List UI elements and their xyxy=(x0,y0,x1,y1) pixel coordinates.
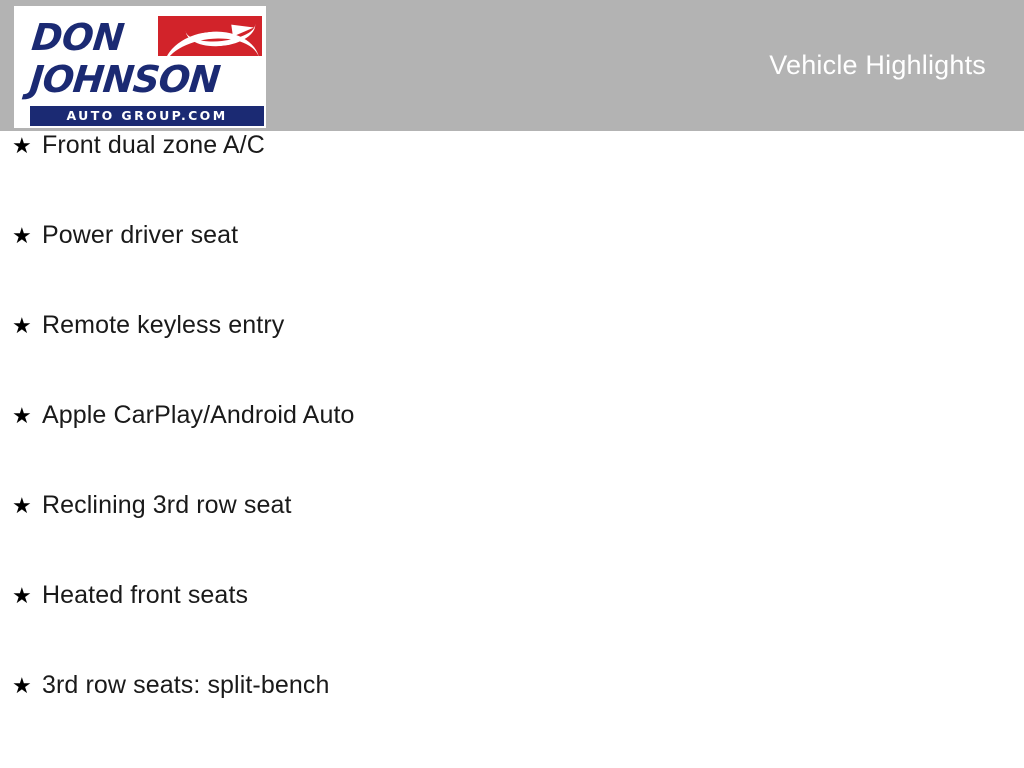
star-icon: ★ xyxy=(12,224,32,249)
list-item xyxy=(0,221,1024,311)
list-item xyxy=(0,131,1024,221)
list-item-label: 3rd row seats: split-bench xyxy=(42,671,330,699)
star-icon: ★ xyxy=(12,494,32,519)
list-item xyxy=(0,491,1024,581)
logo-text-johnson: JOHNSON xyxy=(27,58,222,101)
star-icon: ★ xyxy=(12,134,32,159)
star-icon: ★ xyxy=(12,674,32,699)
page-header xyxy=(0,0,1024,131)
list-item-label: Heated front seats xyxy=(42,581,249,609)
star-icon: ★ xyxy=(12,314,32,339)
star-icon: ★ xyxy=(12,584,32,609)
logo-tagline: AUTO GROUP.COM xyxy=(30,106,264,126)
dealer-logo-inner xyxy=(14,8,266,130)
list-item-label: Power driver seat xyxy=(42,221,239,249)
logo-text-don: DON xyxy=(29,16,126,59)
page-title: Vehicle Highlights xyxy=(769,50,986,80)
list-item xyxy=(0,311,1024,401)
list-item-label: Reclining 3rd row seat xyxy=(42,491,292,519)
list-item xyxy=(0,401,1024,491)
list-item xyxy=(0,671,1024,761)
list-item xyxy=(0,581,1024,671)
dealer-logo xyxy=(14,6,266,128)
list-item-label: Front dual zone A/C xyxy=(42,131,265,159)
list-item-label: Remote keyless entry xyxy=(42,311,285,339)
swoosh-icon xyxy=(158,16,262,56)
vehicle-highlights-list xyxy=(0,131,1024,761)
list-item-label: Apple CarPlay/Android Auto xyxy=(42,401,355,429)
star-icon: ★ xyxy=(12,404,32,429)
